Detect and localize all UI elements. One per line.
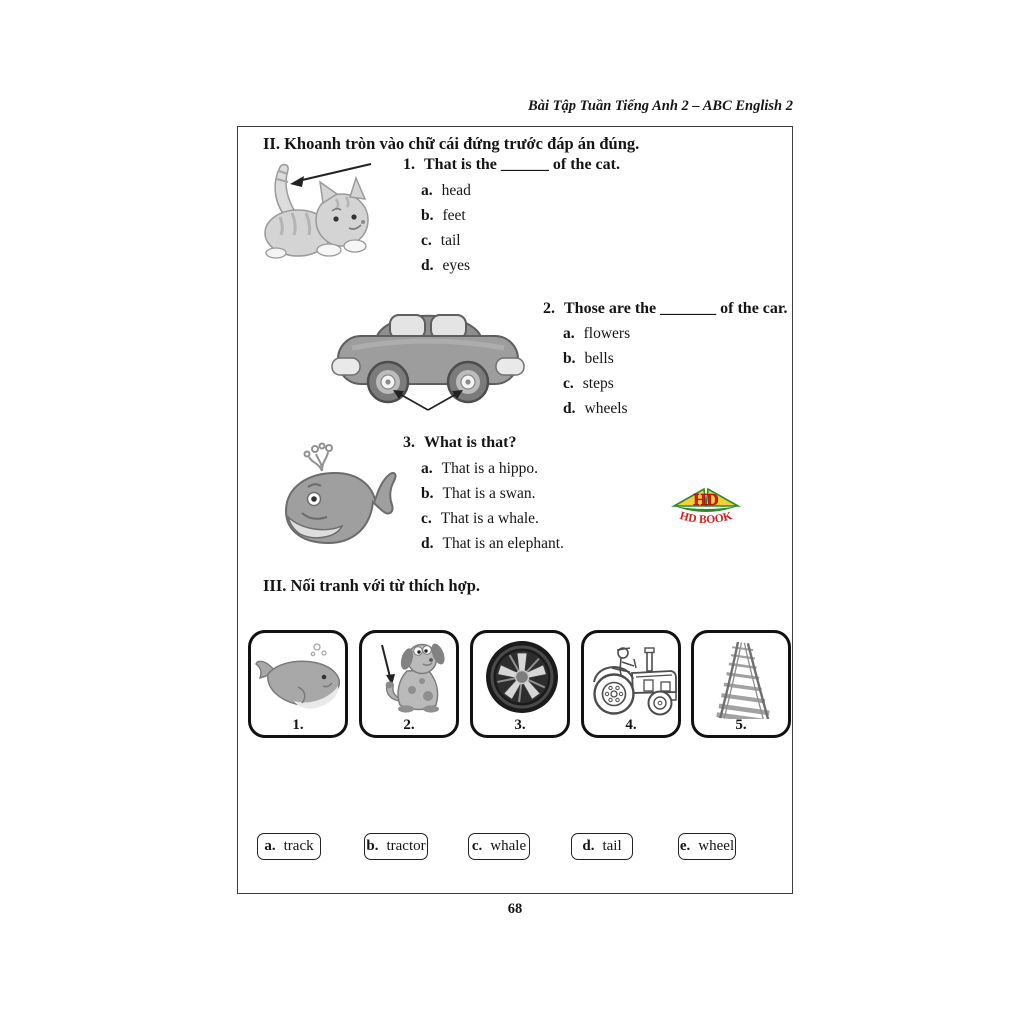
picture-box-5-track	[691, 630, 791, 738]
section-2-title: II. Khoanh tròn vào chữ cái đứng trước đáp án đúng.	[263, 134, 640, 153]
picture-2-number: 2.	[403, 717, 415, 733]
answer-box-a-track: a. track	[257, 833, 321, 860]
dog-image	[365, 637, 457, 719]
page-content-frame	[237, 126, 793, 894]
question-2-number: 2.	[543, 300, 555, 317]
q2-option-c: c. steps	[563, 375, 614, 392]
picture-3-number: 3.	[514, 717, 526, 733]
small-whale-image	[254, 637, 346, 719]
page-number: 68	[507, 901, 523, 917]
tractor-image	[587, 637, 679, 719]
wheel-image	[476, 637, 568, 719]
q1-option-b: b. feet	[421, 207, 466, 224]
question-3-number: 3.	[403, 434, 415, 451]
q1-option-c: c. tail	[421, 232, 461, 249]
whale-spout	[305, 444, 333, 472]
logo-hd-book-text: HD BOOK	[678, 510, 734, 527]
q3-option-a: a. That is a hippo.	[421, 460, 539, 477]
q3-option-d: d. That is an elephant.	[421, 535, 564, 552]
hd-book-logo	[668, 480, 744, 534]
picture-4-number: 4.	[625, 717, 637, 733]
railway-track-image	[697, 637, 789, 719]
question-1: 1. That is the ______ of the cat.	[403, 156, 620, 173]
q3-option-c: c. That is a whale.	[421, 510, 539, 527]
svg-text:HD BOOK	[678, 510, 733, 526]
picture-box-4-tractor	[581, 630, 681, 738]
picture-box-2-dog	[359, 630, 459, 738]
answer-box-e-wheel: e. wheel	[678, 833, 736, 860]
car-image	[330, 295, 526, 413]
arrow-to-dog-tail	[382, 645, 395, 685]
question-2: 2. Those are the _______ of the car.	[543, 300, 788, 317]
question-3: 3. What is that?	[403, 434, 517, 451]
book-header: Bài Tập Tuần Tiếng Anh 2 – ABC English 2	[528, 98, 793, 114]
question-1-number: 1.	[403, 156, 415, 173]
whale-image	[278, 435, 400, 557]
picture-box-3-wheel	[470, 630, 570, 738]
q2-option-d: d. wheels	[563, 400, 628, 417]
answer-box-d-tail: d. tail	[571, 833, 633, 860]
q1-option-a: a. head	[421, 182, 471, 199]
cat-image	[250, 157, 382, 263]
q1-option-d: d. eyes	[421, 257, 471, 274]
picture-box-1-whale	[248, 630, 348, 738]
picture-5-number: 5.	[735, 717, 747, 733]
section-3-title: III. Nối tranh với từ thích hợp.	[263, 576, 481, 595]
picture-1-number: 1.	[292, 717, 304, 733]
answer-box-c-whale: c. whale	[468, 833, 530, 860]
q2-option-b: b. bells	[563, 350, 614, 367]
answer-box-b-tractor: b. tractor	[364, 833, 428, 860]
logo-hd-text: HD	[693, 490, 719, 509]
q2-option-a: a. flowers	[563, 325, 631, 342]
q3-option-b: b. That is a swan.	[421, 485, 536, 502]
